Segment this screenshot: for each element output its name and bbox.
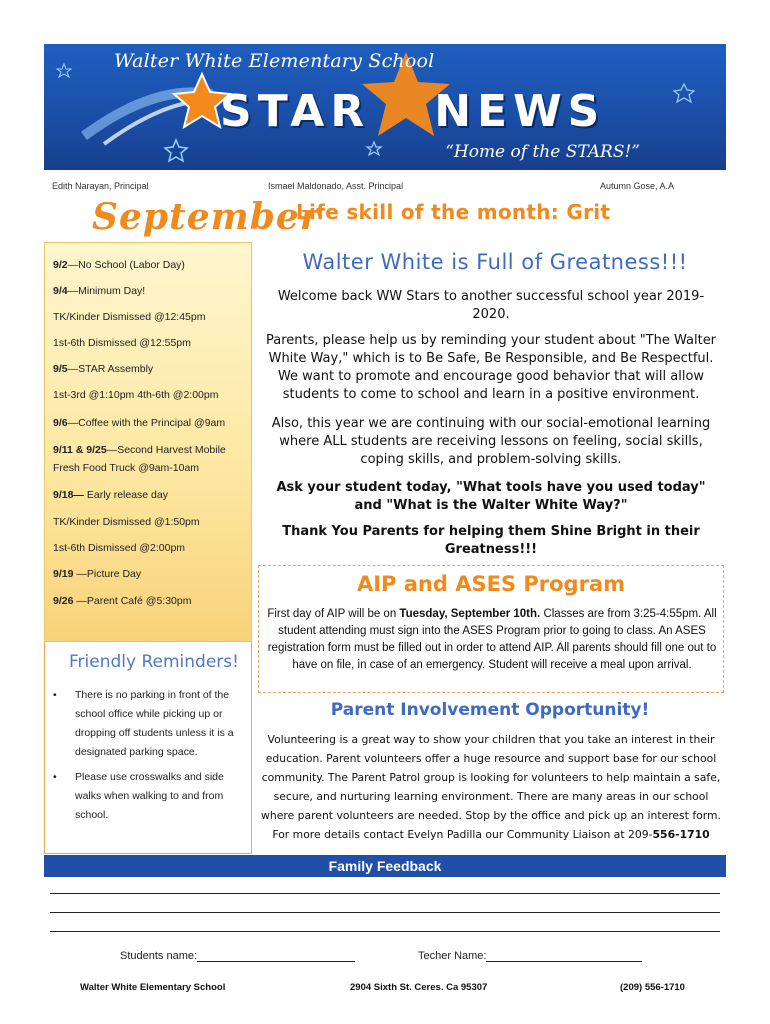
month-heading: September: [92, 196, 320, 238]
aip-title: AIP and ASES Program: [356, 572, 625, 596]
calendar-item: TK/Kinder Dismissed @12:45pm: [53, 311, 206, 323]
calendar-item: 9/18— Early release day: [53, 489, 168, 501]
family-feedback-bar: Family Feedback: [44, 855, 726, 877]
welcome-text: Welcome back WW Stars to another successful school year 2019-2020.: [277, 289, 705, 322]
feedback-line[interactable]: [50, 912, 720, 913]
calendar-item: 9/4—Minimum Day!: [53, 285, 146, 297]
parent-involvement-title: Parent Involvement Opportunity!: [330, 700, 650, 720]
newsletter-banner: [44, 44, 726, 170]
reminder-item: • There is no parking in front of the school office while picking up or dropping off students unless it is a designated parking space.: [53, 686, 249, 762]
staff-principal: Edith Narayan, Principal: [52, 181, 149, 191]
teacher-name-field[interactable]: Techer Name:: [418, 950, 642, 962]
feedback-line[interactable]: [50, 931, 720, 932]
footer-address: 2904 Sixth St. Ceres. Ca 95307: [350, 982, 488, 993]
calendar-item: 9/19 —Picture Day: [53, 568, 142, 580]
calendar-item: 1st-3rd @1:10pm 4th-6th @2:00pm: [53, 389, 219, 401]
aip-box: [258, 565, 724, 693]
bullet-icon: •: [53, 771, 57, 783]
parents-help-text: Parents, please help us by reminding your student about "The Walter White Way," which is to Be Safe, Be Responsible, and Be Respectful. We want to promote and encourage good behavior that will allow students to come to school and learn in a positive environment.: [265, 333, 717, 402]
calendar-item: 1st-6th Dismissed @2:00pm: [53, 542, 186, 554]
banner-title: [220, 86, 605, 137]
calendar-item: 1st-6th Dismissed @12:55pm: [53, 337, 191, 349]
greatness-headline: Walter White is Full of Greatness!!!: [302, 250, 688, 274]
banner-title-right: NEWS: [434, 86, 606, 137]
parent-involvement-body: Volunteering is a great way to show your children that you take an interest in their education. Parent volunteers offer a huge resource and support base for our school community. The Parent Patrol group is looking for volunteers to help maintain a safe, secure, and nurturing learning environment. There are many areas in our school where parent volunteers are needed. Stop by the office and pick up an interest form. For more details contact Evelyn Padilla our Community Liaison at 209-556-1710: [261, 733, 721, 841]
calendar-item: 9/5—STAR Assembly: [53, 363, 154, 375]
life-skill-heading: Life skill of the month: Grit: [296, 200, 611, 224]
sel-text: Also, this year we are continuing with our social-emotional learning where ALL students are receiving lessons on feeling, social skills, coping skills, and problem-solving skills.: [271, 416, 711, 467]
footer-phone: (209) 556-1710: [620, 982, 685, 993]
banner-title-left: STAR: [220, 86, 371, 137]
bullet-icon: •: [53, 689, 57, 701]
calendar-box: [44, 242, 252, 642]
staff-asst-principal: Ismael Maldonado, Asst. Principal: [268, 181, 404, 191]
calendar-item: 9/26 —Parent Café @5:30pm: [53, 595, 192, 607]
student-name-line[interactable]: [197, 950, 355, 962]
footer-school: Walter White Elementary School: [80, 982, 226, 993]
banner-school-name: Walter White Elementary School: [114, 50, 435, 72]
calendar-item: 9/11 & 9/25—Second Harvest Mobile: [53, 444, 226, 456]
friendly-reminders: [44, 642, 252, 854]
reminder-item: • Please use crosswalks and side walks when walking to and from school.: [53, 768, 249, 825]
reminders-title: Friendly Reminders!: [69, 652, 239, 672]
calendar-item: Fresh Food Truck @9am-10am: [53, 462, 200, 474]
calendar-item: 9/6—Coffee with the Principal @9am: [53, 417, 226, 429]
teacher-name-line[interactable]: [486, 950, 642, 962]
student-name-field[interactable]: Students name:: [120, 950, 355, 962]
banner-tagline: “Home of the STARS!”: [445, 142, 640, 162]
ask-student-text: Ask your student today, "What tools have you used today" and "What is the Walter White Way?": [276, 480, 706, 513]
staff-aa: Autumn Gose, A.A: [600, 181, 675, 191]
calendar-item: TK/Kinder Dismissed @1:50pm: [53, 516, 200, 528]
calendar-item: 9/2—No School (Labor Day): [53, 259, 185, 271]
thanks-text: Thank You Parents for helping them Shine Bright in their Greatness!!!: [282, 524, 700, 557]
feedback-line[interactable]: [50, 893, 720, 894]
aip-body: First day of AIP will be on Tuesday, September 10th. Classes are from 3:25-4:55pm. All student attending must sign into the ASES Program prior to going to class. An ASES registration form must be filled out in order to attend AIP. All parents should fill one out to have on file, in case of an emergency. Student will receive a meal upon arrival.: [267, 608, 717, 671]
